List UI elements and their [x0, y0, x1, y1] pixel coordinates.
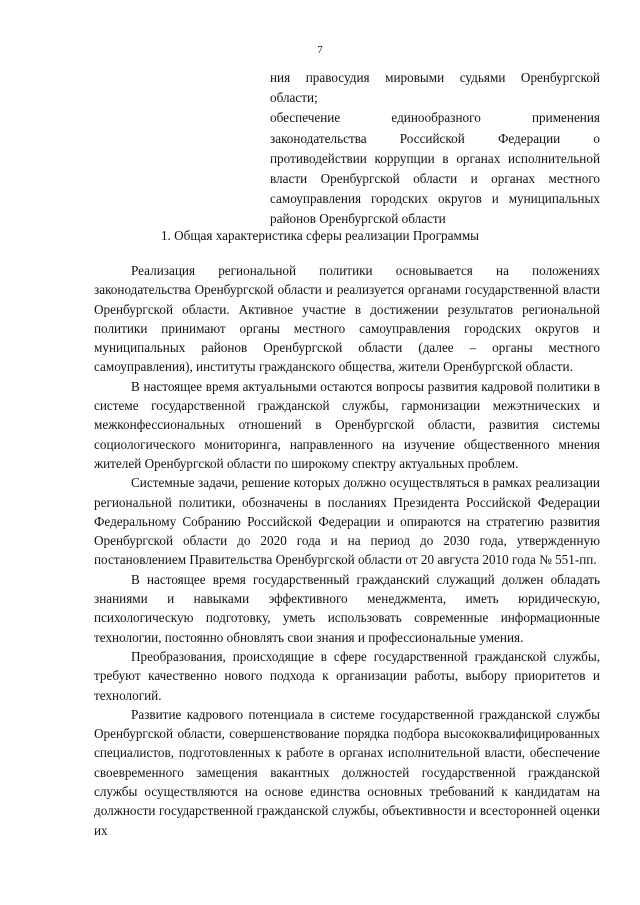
paragraph: Развитие кадрового потенциала в системе государственной гражданской службы Оренбургской области, совершенствование порядка подбора высококвалифицированных специалистов, подготовленных к работе в органах исполнительной власти, обеспечение своевременного замещения вакантных должностей государственной гражданской службы осуществляются на основе единства основных требований к кандидатам на должности государственной гражданской службы, объективности и всесторонней оценки их — [94, 706, 600, 838]
paragraph: Преобразования, происходящие в сфере государственной гражданской службы, требуют качественно нового подхода к организации работы, выбору приоритетов и технологий. — [94, 648, 600, 703]
section-body — [94, 261, 600, 840]
section-heading: 1. Общая характеристика сферы реализации Программы — [160, 228, 480, 243]
goal-item: ния правосудия мировыми судьями Оренбургской области; — [270, 70, 600, 106]
paragraph: В настоящее время государственный гражданский служащий должен обладать знаниями и навыками эффективного менеджмента, иметь юридическую, психологическую подготовку, уметь использовать современные информационные технологии, постоянно обновлять свои знания и профессиональные умения. — [94, 571, 600, 645]
goals-list-continuation — [270, 68, 600, 230]
page-number: 7 — [317, 44, 323, 56]
paragraph: Реализация региональной политики основывается на положениях законодательства Оренбургской области и реализуется органами государственной власти Оренбургской области. Активное участие в достижении результатов региональной политики принимают органы местного самоуправления городских округов и муниципальных районов Оренбургской области (далее – органы местного самоуправления), институты гражданского общества, жители Оренбургской области. — [94, 263, 600, 375]
goal-item: обеспечение единообразного применения законодательства Российской Федерации о противодействии коррупции в органах исполнительной власти Оренбургской области и органах местного самоуправления городских округов и муниципальных районов Оренбургской области — [270, 110, 600, 227]
paragraph: В настоящее время актуальными остаются вопросы развития кадровой политики в системе государственной гражданской службы, гармонизации межэтнических и межконфессиональных отношений в Оренбургской области, развития системы социологического мониторинга, направленного на изучение общественного мнения жителей Оренбургской области по широкому спектру актуальных проблем. — [94, 378, 600, 471]
paragraph: Системные задачи, решение которых должно осуществляться в рамках реализации региональной политики, обозначены в посланиях Президента Российской Федерации Федеральному Собранию Российской Федерации и опираются на стратегию развития Оренбургской области до 2020 года и на период до 2030 года, утвержденную постановлением Правительства Оренбургской области от 20 августа 2010 года № 551-пп. — [94, 475, 600, 568]
